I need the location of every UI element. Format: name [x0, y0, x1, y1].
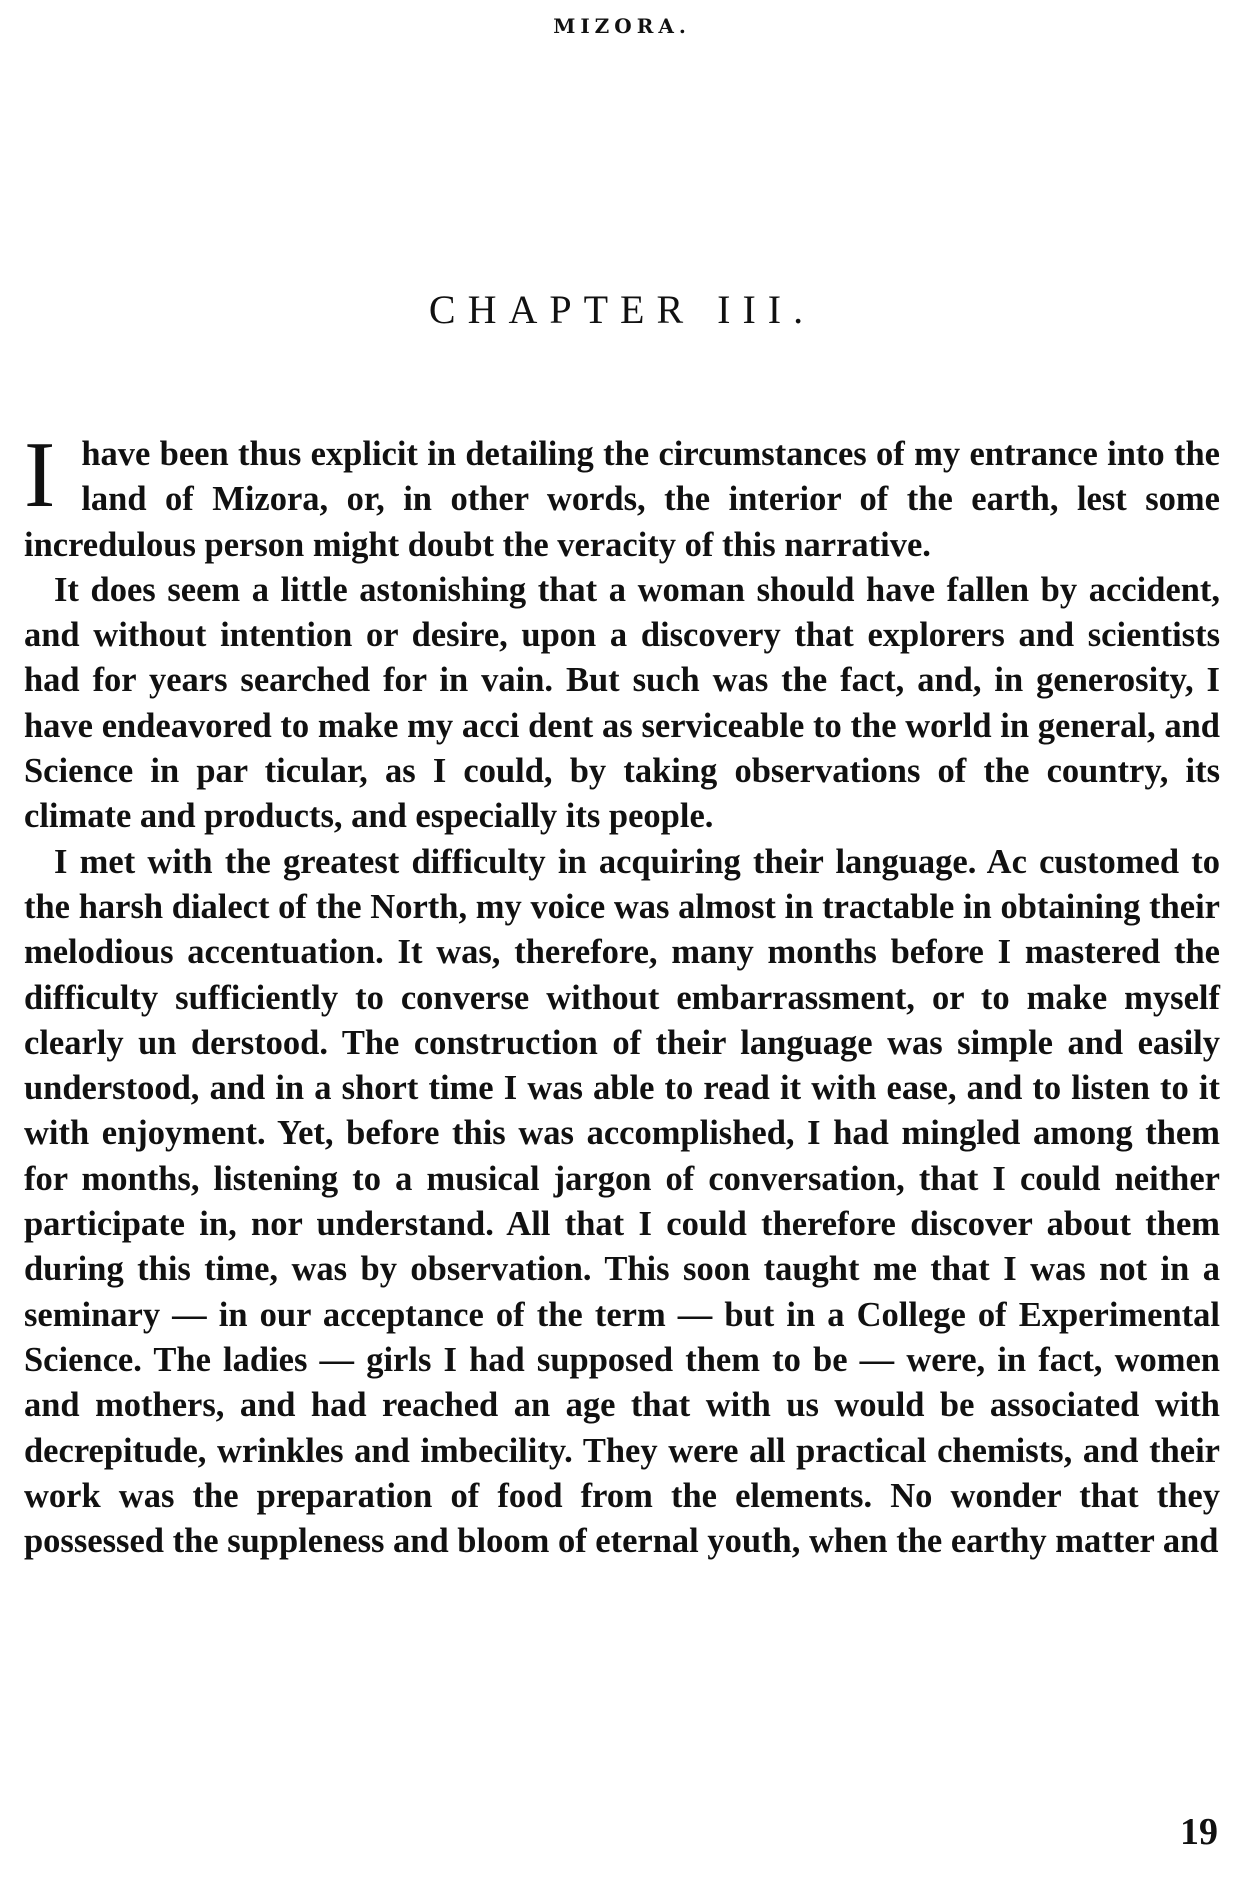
drop-cap: I: [24, 423, 56, 527]
paragraph-1-text: have been thus explicit in detailing the circumstances of my entrance into the land of Mizora, or, in other words, the interior of the earth, lest some incredulous person might doubt the veracity of this narrative.: [24, 435, 1220, 564]
running-head: MIZORA.: [553, 14, 691, 38]
page-number: 19: [1180, 1811, 1218, 1853]
paragraph-1: [24, 423, 1220, 568]
paragraph-2: It does seem a little astonishing that a woman should have fallen by accident, and without intention or desire, upon a discovery that explorers and scientists had for years searched for in vain. But such was the fact, and, in generosity, I have endeavored to make my acci dent as serviceable to the world in general, and Science in par ticular, as I could, by taking observations of the country, its climate and products, and especially its people.: [24, 570, 1220, 836]
chapter-title: CHAPTER III.: [428, 287, 816, 332]
chapter-body: [24, 423, 1220, 1564]
paragraph-3: I met with the greatest difficulty in acquiring their language. Ac customed to the harsh dialect of the North, my voice was almost in tractable in obtaining their melodious accentuation. It was, therefore, many months before I mastered the difficulty sufficiently to converse without embarrassment, or to make myself clearly un derstood. The construction of their language was simple and easily understood, and in a short time I was able to read it with ease, and to listen to it with enjoyment. Yet, before this was accomplished, I had mingled among them for months, listening to a musical jargon of conversation, that I could neither participate in, nor understand. All that I could therefore discover about them during this time, was by observation. This soon taught me that I was not in a seminary — in our acceptance of the term — but in a College of Experimental Science. The ladies — girls I had supposed them to be — were, in fact, women and mothers, and had reached an age that with us would be associated with decrepitude, wrinkles and imbecility. They were all practical chemists, and their work was the preparation of food from the elements. No wonder that they possessed the suppleness and bloom of eternal youth, when the earthy matter and: [24, 842, 1220, 1561]
